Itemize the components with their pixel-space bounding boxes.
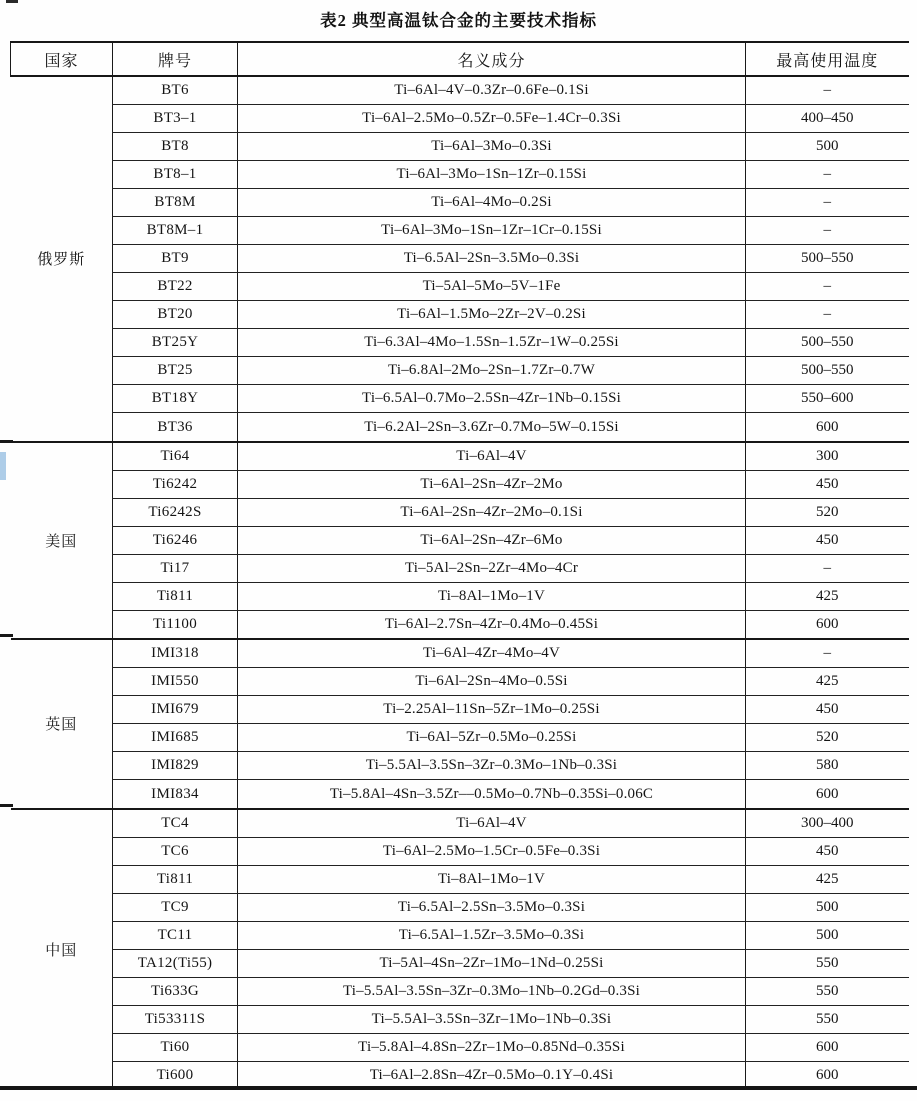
grade-cell: IMI679 [113, 696, 238, 724]
composition-cell: Ti–5Al–2Sn–2Zr–4Mo–4Cr [238, 554, 746, 582]
scan-blue-mark-artifact [0, 452, 6, 480]
country-cell: 俄罗斯 [37, 252, 86, 269]
composition-cell: Ti–6Al–2.5Mo–1.5Cr–0.5Fe–0.3Si [238, 837, 746, 865]
composition-cell: Ti–6Al–4Mo–0.2Si [238, 189, 746, 217]
grade-cell: Ti811 [113, 865, 238, 893]
table-row [11, 105, 909, 133]
grade-cell: BT18Y [113, 385, 238, 413]
table-row [11, 357, 909, 385]
composition-cell: Ti–5.5Al–3.5Sn–3Zr–0.3Mo–1Nb–0.2Gd–0.3Si [238, 977, 746, 1005]
table-row [11, 1005, 909, 1033]
grade-cell: IMI318 [113, 639, 238, 668]
table-row [11, 413, 909, 442]
table-row [11, 498, 909, 526]
max-temp-cell: 425 [746, 865, 909, 893]
table-row [11, 724, 909, 752]
max-temp-cell: – [746, 554, 909, 582]
grade-cell: BT8M [113, 189, 238, 217]
max-temp-cell: 450 [746, 696, 909, 724]
section-divider-extension [0, 440, 13, 443]
max-temp-cell: 425 [746, 668, 909, 696]
grade-cell: BT36 [113, 413, 238, 442]
max-temp-cell: 300 [746, 442, 909, 471]
grade-cell: IMI834 [113, 780, 238, 809]
grade-cell: Ti17 [113, 554, 238, 582]
table-row [11, 245, 909, 273]
grade-cell: Ti60 [113, 1033, 238, 1061]
grade-cell: Ti811 [113, 582, 238, 610]
grade-cell: IMI685 [113, 724, 238, 752]
composition-cell: Ti–6Al–3Mo–0.3Si [238, 133, 746, 161]
table-row [11, 161, 909, 189]
max-temp-cell: – [746, 639, 909, 668]
composition-cell: Ti–6Al–2Sn–4Zr–6Mo [238, 526, 746, 554]
max-temp-cell: 500–550 [746, 329, 909, 357]
country-cell: 美国 [11, 442, 113, 640]
composition-cell: Ti–5.8Al–4Sn–3.5Zr––0.5Mo–0.7Nb–0.35Si–0.06C [238, 780, 746, 809]
composition-cell: Ti–6Al–2Sn–4Zr–2Mo [238, 470, 746, 498]
grade-cell: BT8–1 [113, 161, 238, 189]
grade-cell: Ti53311S [113, 1005, 238, 1033]
composition-cell: Ti–5Al–4Sn–2Zr–1Mo–1Nd–0.25Si [238, 949, 746, 977]
section-divider-extension [0, 804, 13, 807]
table-row [11, 301, 909, 329]
max-temp-cell: – [746, 189, 909, 217]
max-temp-cell: 450 [746, 470, 909, 498]
grade-cell: BT25 [113, 357, 238, 385]
max-temp-cell: 550 [746, 1005, 909, 1033]
table-row [11, 189, 909, 217]
table-row [11, 217, 909, 245]
col-header-max-temp: 最高使用温度 [746, 42, 909, 76]
composition-cell: Ti–6.8Al–2Mo–2Sn–1.7Zr–0.7W [238, 357, 746, 385]
max-temp-cell: 520 [746, 724, 909, 752]
composition-cell: Ti–6Al–2Sn–4Mo–0.5Si [238, 668, 746, 696]
composition-cell: Ti–6Al–2.5Mo–0.5Zr–0.5Fe–1.4Cr–0.3Si [238, 105, 746, 133]
composition-cell: Ti–6.5Al–1.5Zr–3.5Mo–0.3Si [238, 921, 746, 949]
max-temp-cell: 500 [746, 893, 909, 921]
table-row [11, 442, 909, 471]
col-header-composition: 名义成分 [238, 42, 746, 76]
grade-cell: BT6 [113, 76, 238, 105]
grade-cell: TC11 [113, 921, 238, 949]
grade-cell: BT3–1 [113, 105, 238, 133]
table-title: 表2 典型高温钛合金的主要技术指标 [320, 11, 597, 30]
grade-cell: BT8M–1 [113, 217, 238, 245]
max-temp-cell: – [746, 273, 909, 301]
grade-cell: IMI550 [113, 668, 238, 696]
grade-cell: Ti600 [113, 1061, 238, 1089]
grade-cell: Ti6242 [113, 470, 238, 498]
table-row [11, 133, 909, 161]
max-temp-cell: 600 [746, 1061, 909, 1089]
max-temp-cell: 520 [746, 498, 909, 526]
table-row [11, 385, 909, 413]
table-row [11, 526, 909, 554]
composition-cell: Ti–5.8Al–4.8Sn–2Zr–1Mo–0.85Nd–0.35Si [238, 1033, 746, 1061]
table-row [11, 582, 909, 610]
table-row [11, 273, 909, 301]
grade-cell: Ti64 [113, 442, 238, 471]
table-row [11, 76, 909, 105]
grade-cell: BT22 [113, 273, 238, 301]
composition-cell: Ti–5.5Al–3.5Sn–3Zr–0.3Mo–1Nb–0.3Si [238, 752, 746, 780]
scan-smudge-artifact [6, 0, 18, 3]
grade-cell: TC6 [113, 837, 238, 865]
composition-cell: Ti–6Al–3Mo–1Sn–1Zr–0.15Si [238, 161, 746, 189]
grade-cell: IMI829 [113, 752, 238, 780]
max-temp-cell: 550 [746, 949, 909, 977]
max-temp-cell: 300–400 [746, 809, 909, 838]
composition-cell: Ti–6.3Al–4Mo–1.5Sn–1.5Zr–1W–0.25Si [238, 329, 746, 357]
max-temp-cell: 500–550 [746, 245, 909, 273]
max-temp-cell: 500 [746, 921, 909, 949]
table-row [11, 668, 909, 696]
grade-cell: BT9 [113, 245, 238, 273]
composition-cell: Ti–6Al–4V–0.3Zr–0.6Fe–0.1Si [238, 76, 746, 105]
max-temp-cell: 600 [746, 610, 909, 639]
max-temp-cell: 600 [746, 1033, 909, 1061]
table-row [11, 809, 909, 838]
table-row [11, 977, 909, 1005]
composition-cell: Ti–5Al–5Mo–5V–1Fe [238, 273, 746, 301]
grade-cell: Ti6242S [113, 498, 238, 526]
grade-cell: BT20 [113, 301, 238, 329]
table-row [11, 837, 909, 865]
header-row [11, 42, 909, 76]
table-row [11, 949, 909, 977]
composition-cell: Ti–6Al–2.7Sn–4Zr–0.4Mo–0.45Si [238, 610, 746, 639]
max-temp-cell: 450 [746, 837, 909, 865]
grade-cell: TC9 [113, 893, 238, 921]
col-header-grade: 牌号 [113, 42, 238, 76]
table-row [11, 329, 909, 357]
max-temp-cell: 500 [746, 133, 909, 161]
table-row [11, 610, 909, 639]
table-row [11, 639, 909, 668]
composition-cell: Ti–5.5Al–3.5Sn–3Zr–1Mo–1Nb–0.3Si [238, 1005, 746, 1033]
grade-cell: BT8 [113, 133, 238, 161]
table-row [11, 921, 909, 949]
composition-cell: Ti–8Al–1Mo–1V [238, 865, 746, 893]
composition-cell: Ti–6Al–2.8Sn–4Zr–0.5Mo–0.1Y–0.4Si [369, 1066, 614, 1083]
composition-cell: Ti–6Al–4Zr–4Mo–4V [238, 639, 746, 668]
col-header-country: 国家 [11, 42, 113, 76]
max-temp-cell: – [746, 301, 909, 329]
max-temp-cell: 550–600 [746, 385, 909, 413]
max-temp-cell: – [746, 217, 909, 245]
grade-cell: Ti6246 [113, 526, 238, 554]
table-row [11, 780, 909, 809]
composition-cell: Ti–6.5Al–2.5Sn–3.5Mo–0.3Si [238, 893, 746, 921]
grade-cell: Ti1100 [113, 610, 238, 639]
table-row [11, 865, 909, 893]
grade-cell: Ti633G [113, 977, 238, 1005]
table-bottom-rule [0, 1086, 917, 1090]
max-temp-cell: 600 [746, 780, 909, 809]
composition-cell: Ti–6Al–3Mo–1Sn–1Zr–1Cr–0.15Si [238, 217, 746, 245]
max-temp-cell: – [746, 76, 909, 105]
composition-cell: Ti–6.5Al–2Sn–3.5Mo–0.3Si [238, 245, 746, 273]
table-row [11, 893, 909, 921]
table-row [11, 752, 909, 780]
composition-cell: Ti–6.5Al–0.7Mo–2.5Sn–4Zr–1Nb–0.15Si [238, 385, 746, 413]
composition-cell: Ti–8Al–1Mo–1V [238, 582, 746, 610]
country-cell: 中国 [11, 809, 113, 1089]
max-temp-cell: 550 [746, 977, 909, 1005]
composition-cell: Ti–6Al–4V [238, 442, 746, 471]
composition-cell: Ti–6Al–4V [238, 809, 746, 838]
max-temp-cell: 580 [746, 752, 909, 780]
max-temp-cell: 425 [746, 582, 909, 610]
grade-cell: TC4 [113, 809, 238, 838]
composition-cell: Ti–6Al–5Zr–0.5Mo–0.25Si [238, 724, 746, 752]
max-temp-cell: 600 [746, 413, 909, 442]
max-temp-cell: 450 [746, 526, 909, 554]
section-divider-extension [0, 634, 13, 637]
composition-cell: Ti–6Al–1.5Mo–2Zr–2V–0.2Si [238, 301, 746, 329]
country-cell: 英国 [11, 639, 113, 809]
table-row [11, 696, 909, 724]
table-row [11, 1061, 909, 1089]
table-row [11, 554, 909, 582]
table-row [11, 470, 909, 498]
grade-cell: BT25Y [113, 329, 238, 357]
max-temp-cell: – [746, 161, 909, 189]
composition-cell: Ti–6Al–2Sn–4Zr–2Mo–0.1Si [238, 498, 746, 526]
max-temp-cell: 400–450 [746, 105, 909, 133]
alloy-table [10, 41, 909, 1089]
composition-cell: Ti–6.2Al–2Sn–3.6Zr–0.7Mo–5W–0.15Si [238, 413, 746, 442]
grade-cell: TA12(Ti55) [113, 949, 238, 977]
table-row [11, 1033, 909, 1061]
composition-cell: Ti–2.25Al–11Sn–5Zr–1Mo–0.25Si [238, 696, 746, 724]
max-temp-cell: 500–550 [746, 357, 909, 385]
